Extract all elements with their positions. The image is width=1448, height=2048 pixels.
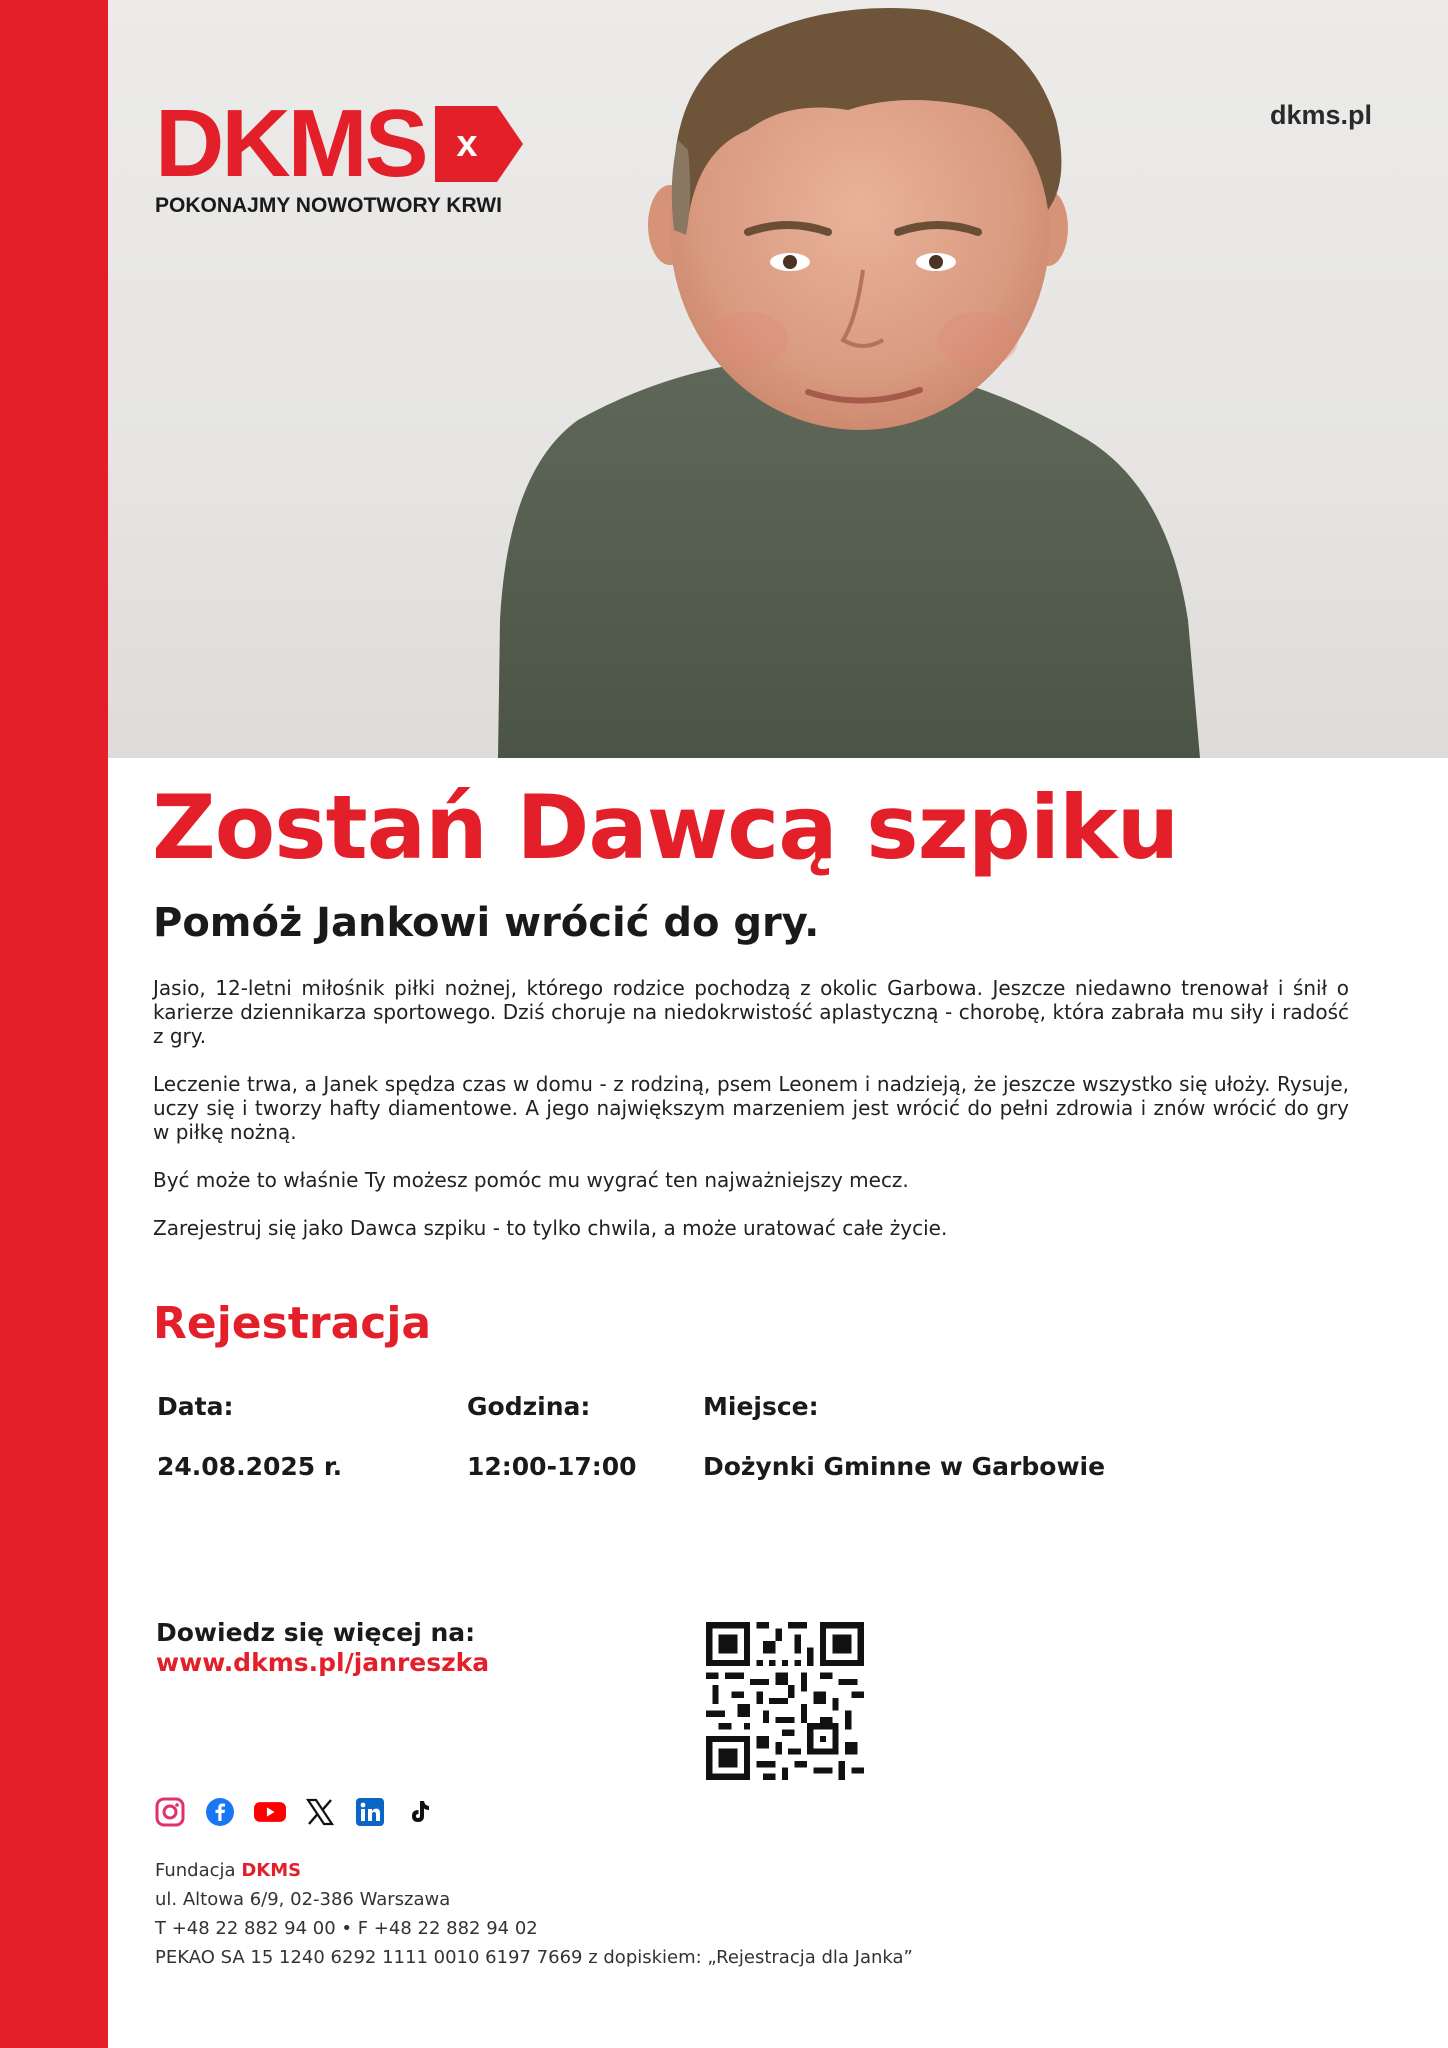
more-info-link[interactable]: www.dkms.pl/janreszka (156, 1648, 490, 1677)
date-label: Data: (157, 1392, 234, 1421)
footer-org-prefix: Fundacja (155, 1860, 236, 1881)
paragraph: Być może to właśnie Ty możesz pomóc mu wygrać ten najważniejszy mecz. (153, 1168, 909, 1192)
paragraph: Zarejestruj się jako Dawca szpiku - to tylko chwila, a może uratować całe życie. (153, 1216, 948, 1240)
left-red-bar (0, 0, 108, 2048)
paragraph: Jasio, 12-letni miłośnik piłki nożnej, którego rodzice pochodzą z okolic Garbowa. Jeszcze niedawno trenował i śnił o karierze dziennikarza sportowego. Dziś choruje na niedokrwistość aplastyczną - chorobę, która zabrała mu siły i radość z gry. (153, 976, 1349, 1048)
more-info-label: Dowiedz się więcej na: (156, 1618, 476, 1647)
logo-x-mark (435, 106, 523, 186)
footer-org (155, 1856, 913, 1885)
registration-title: Rejestracja (153, 1298, 432, 1349)
linkedin-icon[interactable] (354, 1796, 386, 1828)
page-title: Zostań Dawcą szpiku (152, 776, 1179, 879)
instagram-icon[interactable] (154, 1796, 186, 1828)
svg-text:x: x (456, 123, 478, 165)
date-value: 24.08.2025 r. (157, 1452, 343, 1481)
footer-phones: T +48 22 882 94 00 • F +48 22 882 94 02 (155, 1918, 538, 1939)
logo-tagline: POKONAJMY NOWOTWORY KRWI (155, 194, 502, 217)
story-body (153, 976, 1349, 1264)
social-icons (154, 1796, 436, 1828)
footer-bank: PEKAO SA 15 1240 6292 1111 0010 6197 7669 z dopiskiem: „Rejestracja dla Janka” (155, 1947, 913, 1968)
place-label: Miejsce: (703, 1392, 819, 1421)
dkms-logo (155, 90, 523, 218)
facebook-icon[interactable] (204, 1796, 236, 1828)
qr-code (706, 1622, 864, 1780)
site-url[interactable]: dkms.pl (1269, 100, 1372, 130)
youtube-icon[interactable] (254, 1796, 286, 1828)
footer-address: ul. Altowa 6/9, 02-386 Warszawa (155, 1889, 451, 1910)
place-value: Dożynki Gminne w Garbowie (703, 1452, 1106, 1481)
time-value: 12:00-17:00 (467, 1452, 637, 1481)
footer-org-name: DKMS (241, 1860, 302, 1881)
tiktok-icon[interactable] (404, 1796, 436, 1828)
logo-wordmark: DKMS (155, 90, 426, 197)
paragraph: Leczenie trwa, a Janek spędza czas w domu - z rodziną, psem Leonem i nadzieją, że jeszcze wszystko się ułoży. Rysuje, uczy się i tworzy hafty diamentowe. A jego największym marzeniem jest wrócić do pełni zdrowia i znów wrócić do gry w piłkę nożną. (153, 1072, 1349, 1144)
time-label: Godzina: (467, 1392, 591, 1421)
x-icon[interactable] (304, 1796, 336, 1828)
page-subtitle: Pomóż Jankowi wrócić do gry. (153, 900, 820, 946)
footer (155, 1856, 913, 1972)
